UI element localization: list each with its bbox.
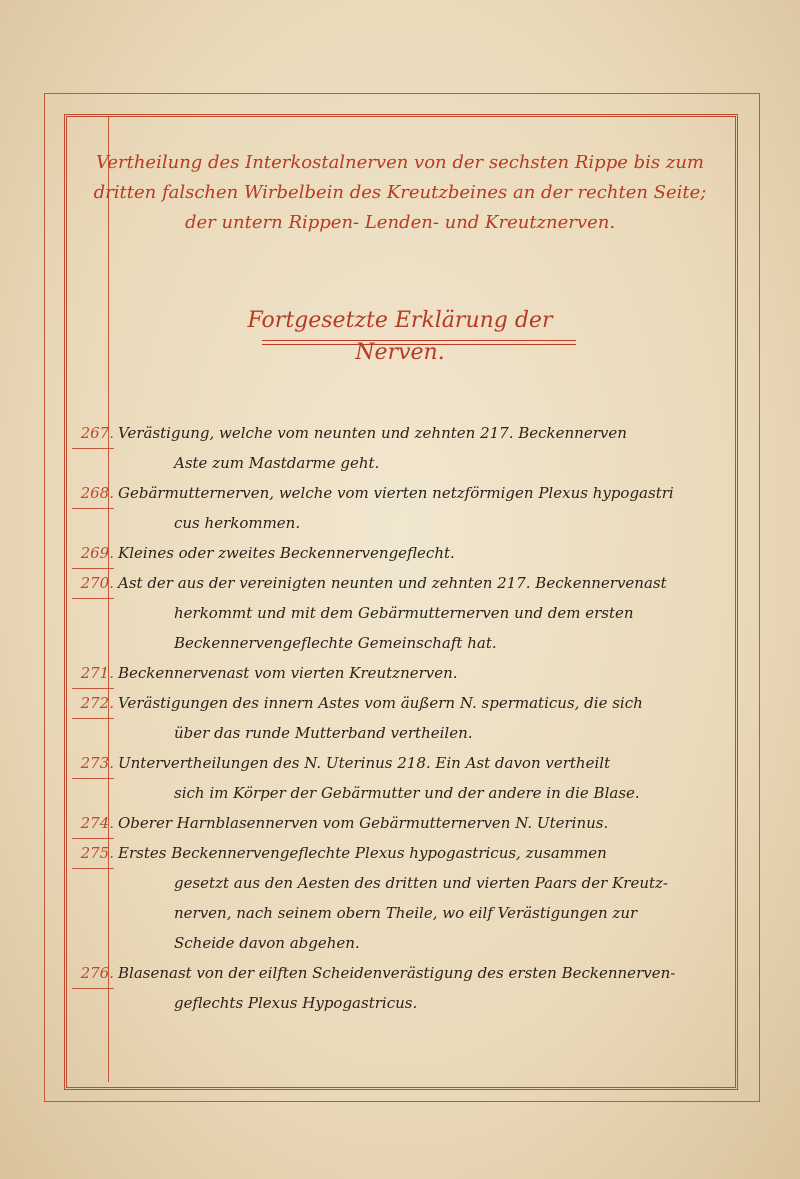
entry-line: gesetzt aus den Aesten des dritten und vierten Paars der Kreutz- (174, 874, 668, 892)
list-item (72, 958, 732, 1018)
list-item (72, 478, 732, 538)
entry-line: cus herkommen. (174, 514, 301, 532)
entry-line: Scheide davon abgehen. (174, 934, 360, 952)
list-item (72, 838, 732, 958)
entry-text (118, 808, 732, 838)
entry-line: Aste zum Mastdarme geht. (174, 454, 380, 472)
entry-text (118, 418, 732, 478)
page-title (90, 148, 710, 238)
page-subtitle: Fortgesetzte Erklärung der Nerven. (247, 308, 553, 365)
entry-text (118, 688, 732, 748)
entry-line: Verästigungen des innern Astes vom äußern N. spermaticus, die sich (118, 694, 643, 712)
entry-number: 273. (72, 748, 114, 779)
list-item (72, 688, 732, 748)
entry-line: Beckennervengeflechte Gemeinschaft hat. (174, 634, 497, 652)
title-line: Vertheilung des Interkostalnerven von der sechsten Rippe bis zum (96, 152, 704, 173)
entry-line: geflechts Plexus Hypogastricus. (174, 994, 418, 1012)
entry-line: nerven, nach seinem obern Theile, wo eilf Verästigungen zur (174, 904, 638, 922)
entry-number: 271. (72, 658, 114, 689)
entry-number: 270. (72, 568, 114, 599)
entry-text (118, 838, 732, 958)
list-item (72, 418, 732, 478)
list-item (72, 538, 732, 568)
entry-line: Verästigung, welche vom neunten und zehnten 217. Beckennerven (118, 424, 627, 442)
entry-line: über das runde Mutterband vertheilen. (174, 724, 473, 742)
entry-text (118, 538, 732, 568)
entry-number: 276. (72, 958, 114, 989)
entry-text (118, 478, 732, 538)
entry-number: 275. (72, 838, 114, 869)
entry-line: Kleines oder zweites Beckennervengeflecht. (118, 544, 455, 562)
entry-number: 269. (72, 538, 114, 569)
entry-number: 267. (72, 418, 114, 449)
subtitle-underline (262, 340, 576, 345)
entry-line: sich im Körper der Gebärmutter und der andere in die Blase. (174, 784, 640, 802)
list-item (72, 808, 732, 838)
entry-text (118, 748, 732, 808)
title-line: dritten falschen Wirbelbein des Kreutzbeines an der rechten Seite; (93, 182, 707, 203)
entry-line: Untervertheilungen des N. Uterinus 218. Ein Ast davon vertheilt (118, 754, 611, 772)
title-line: der untern Rippen- Lenden- und Kreutznerven. (184, 212, 616, 233)
entry-line: Ast der aus der vereinigten neunten und zehnten 217. Beckennervenast (118, 574, 667, 592)
entry-line: Blasenast von der eilften Scheidenverästigung des ersten Beckennerven- (118, 964, 676, 982)
entry-number: 274. (72, 808, 114, 839)
entry-text (118, 658, 732, 688)
entry-list (72, 418, 732, 1018)
list-item (72, 658, 732, 688)
list-item (72, 748, 732, 808)
entry-line: herkommt und mit dem Gebärmutternerven und dem ersten (174, 604, 634, 622)
entry-text (118, 568, 732, 658)
entry-number: 272. (72, 688, 114, 719)
entry-number: 268. (72, 478, 114, 509)
entry-line: Gebärmutternerven, welche vom vierten netzförmigen Plexus hypogastri (118, 484, 674, 502)
list-item (72, 568, 732, 658)
entry-line: Beckennervenast vom vierten Kreutznerven. (118, 664, 458, 682)
entry-line: Oberer Harnblasennerven vom Gebärmutternerven N. Uterinus. (118, 814, 609, 832)
entry-line: Erstes Beckennervengeflechte Plexus hypogastricus, zusammen (118, 844, 607, 862)
entry-text (118, 958, 732, 1018)
